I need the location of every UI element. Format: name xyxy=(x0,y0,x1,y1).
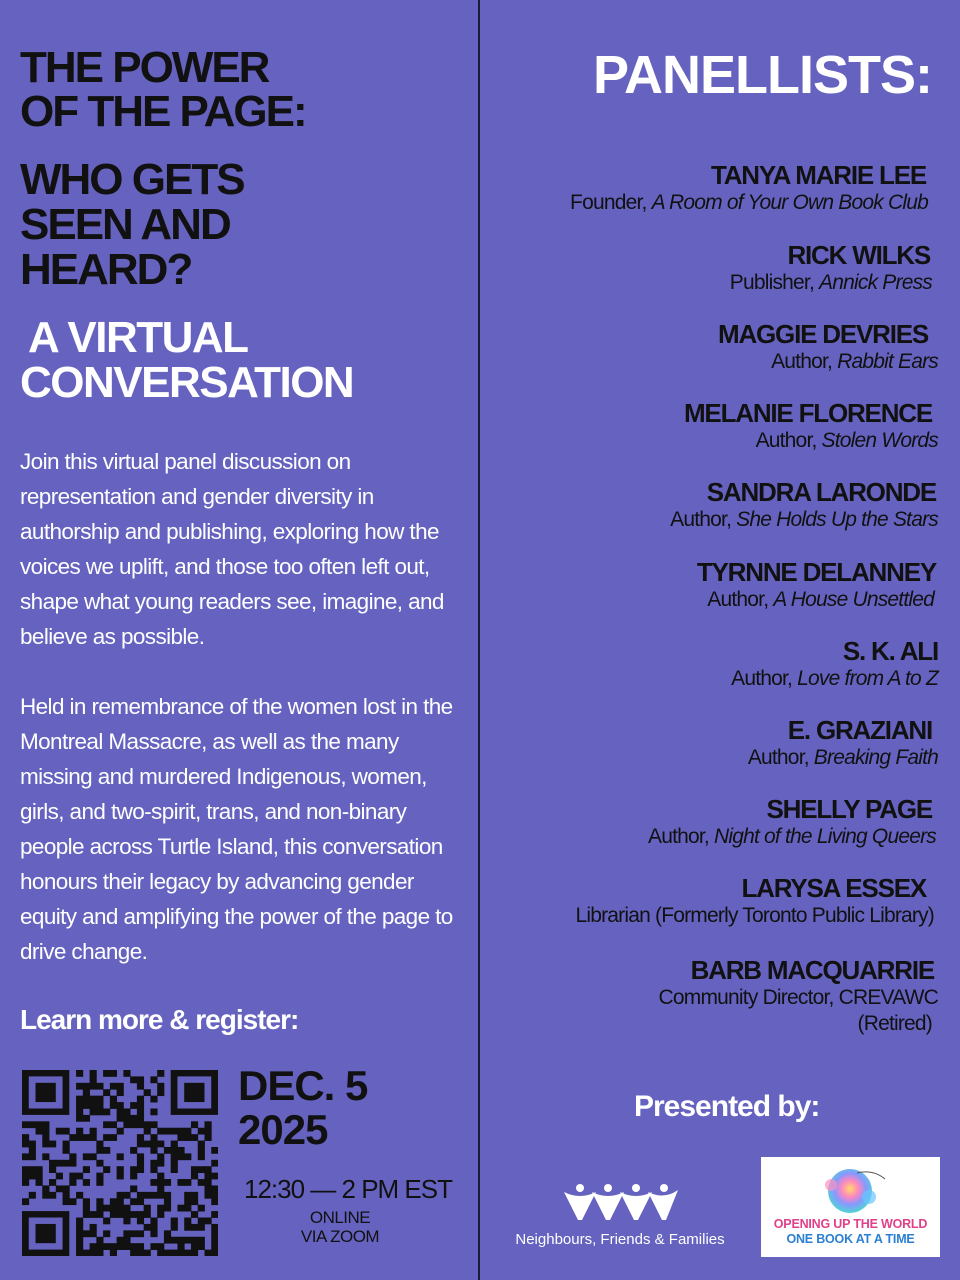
panellist-name: MAGGIE DEVRIES xyxy=(717,319,928,349)
panellist-name: BARB MACQUARRIE xyxy=(690,955,934,985)
panellist-role: Author, Rabbit Ears xyxy=(771,350,938,373)
panellist xyxy=(478,477,938,533)
panellist-name: TYRNNE DELANNEY xyxy=(696,557,936,587)
panellist xyxy=(478,240,938,296)
event-format-line-1: A VIRTUAL xyxy=(28,313,248,362)
event-date xyxy=(238,1064,367,1152)
title-line-2: OF THE PAGE: xyxy=(20,87,306,136)
description-paragraph-1: Join this virtual panel discussion on representation and gender diversity in authorship and publishing, exploring how the voices we uplift, and those too often left out, shape what young readers see, imagine, and believe as possible. xyxy=(20,449,444,649)
title-line-1: THE POWER xyxy=(20,43,269,92)
subtitle-line-3: HEARD? xyxy=(20,245,192,294)
panellist-role: Author, Night of the Living Queers xyxy=(648,825,936,848)
qr-code-icon[interactable] xyxy=(22,1070,218,1256)
event-time: 12:30 — 2 PM EST xyxy=(244,1174,452,1204)
room-of-your-own-logo xyxy=(761,1157,940,1257)
panellist-name: LARYSA ESSEX xyxy=(741,873,926,903)
panellist-role: Author, She Holds Up the Stars xyxy=(670,508,938,531)
event-format xyxy=(20,315,460,405)
panellists-heading: PANELLISTS: xyxy=(593,45,932,105)
event-location-line-1: ONLINE xyxy=(309,1208,371,1227)
panellist-name: S. K. ALI xyxy=(842,636,938,666)
panellist-role: Author, Stolen Words xyxy=(755,429,938,452)
panellist xyxy=(478,557,938,613)
panellist-name: E. GRAZIANI xyxy=(787,715,932,745)
subtitle-line-1: WHO GETS xyxy=(20,155,244,204)
panellist xyxy=(478,160,938,216)
event-date-year: 2025 xyxy=(238,1106,328,1153)
nff-label: Neighbours, Friends & Families xyxy=(515,1231,725,1248)
panellist xyxy=(478,715,938,771)
room-tagline-line-2: ONE BOOK AT A TIME xyxy=(786,1232,915,1246)
panellist-name: SHELLY PAGE xyxy=(766,794,932,824)
panellist xyxy=(478,794,938,850)
event-format-line-2: CONVERSATION xyxy=(20,358,354,407)
event-location xyxy=(262,1208,418,1246)
panellist xyxy=(478,319,938,375)
globe-logo-icon xyxy=(761,1157,940,1217)
room-tagline-line-1: OPENING UP THE WORLD xyxy=(773,1217,928,1231)
panellist-role: Librarian (Formerly Toronto Public Library) xyxy=(575,904,934,927)
panellist-role: Author, Love from A to Z xyxy=(731,667,938,690)
panellist xyxy=(478,398,938,454)
panellist-role: Community Director, CREVAWC xyxy=(658,986,938,1009)
panellist-role: Author, A House Unsettled xyxy=(707,588,934,611)
panellist-role-note: (Retired) xyxy=(857,1012,932,1035)
event-title xyxy=(20,43,460,136)
register-label: Learn more & register: xyxy=(20,1004,299,1035)
description-paragraph-2: Held in remembrance of the women lost in the Montreal Massacre, as well as the many missing and murdered Indigenous, women, girls, and two-spirit, trans, and non-binary people across Turtle Island, this conversation honours their legacy by advancing gender equity and amplifying the power of the page to drive change. xyxy=(20,694,453,964)
panellist-name: TANYA MARIE LEE xyxy=(710,160,926,190)
panellist-role: Founder, A Room of Your Own Book Club xyxy=(570,191,928,214)
panellist xyxy=(478,636,938,692)
panellist-role: Author, Breaking Faith xyxy=(747,746,938,769)
nff-logo xyxy=(500,1180,740,1248)
panellist-role: Publisher, Annick Press xyxy=(729,271,932,294)
panellist-name: MELANIE FLORENCE xyxy=(683,398,932,428)
event-date-day: DEC. 5 xyxy=(238,1062,368,1109)
panellist xyxy=(478,873,938,929)
event-location-line-2: VIA ZOOM xyxy=(300,1227,380,1246)
panellist-name: RICK WILKS xyxy=(787,240,930,270)
panellist-name: SANDRA LARONDE xyxy=(706,477,936,507)
panellist xyxy=(478,955,938,1037)
presented-by-label: Presented by: xyxy=(634,1090,820,1123)
subtitle-line-2: SEEN AND xyxy=(20,200,230,249)
people-logo-icon xyxy=(560,1180,680,1222)
event-subtitle xyxy=(20,157,460,292)
